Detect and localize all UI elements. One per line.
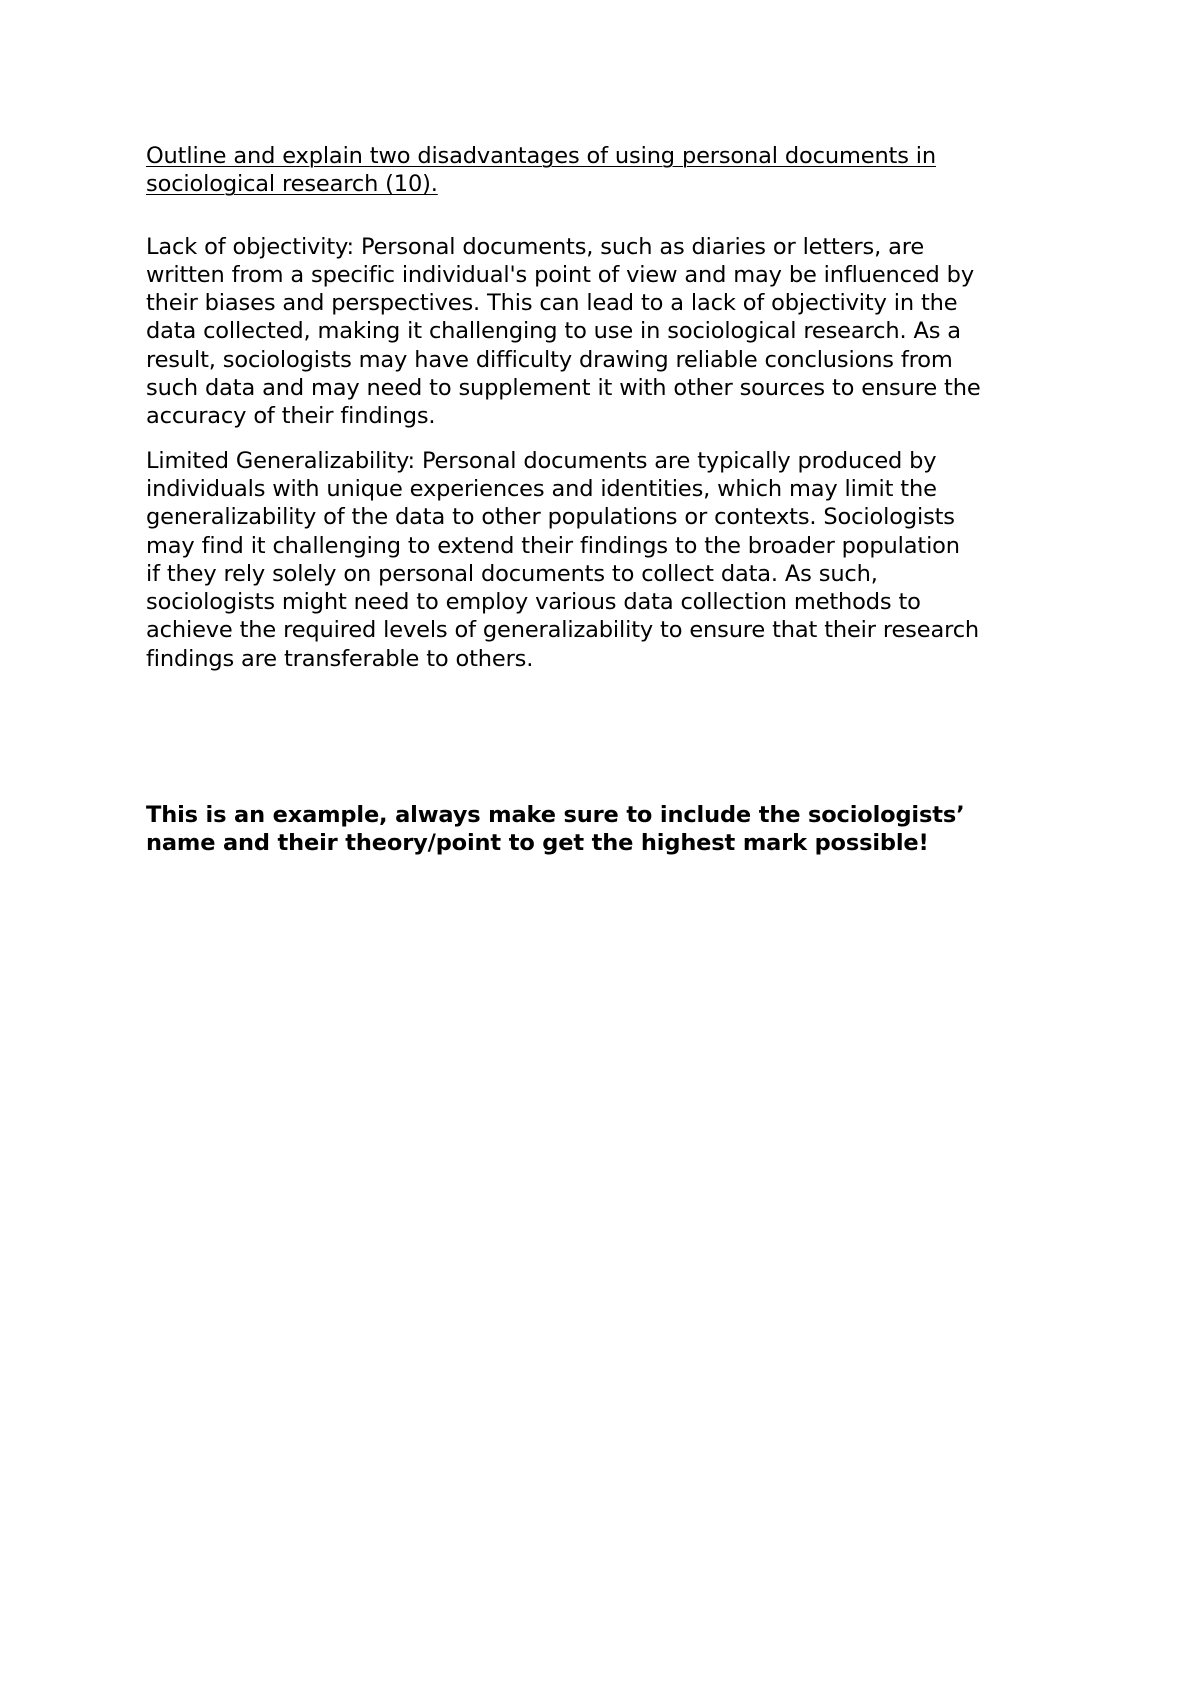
paragraph-line: their biases and perspectives. This can lead to a lack of objectivity in the bbox=[146, 290, 958, 317]
paragraph-line: Limited Generalizability: Personal documents are typically produced by bbox=[146, 447, 937, 474]
paragraph-line: result, sociologists may have difficulty drawing reliable conclusions from bbox=[146, 346, 953, 373]
paragraph-line: generalizability of the data to other populations or contexts. Sociologists bbox=[146, 504, 955, 531]
paragraph-line: achieve the required levels of generalizability to ensure that their research bbox=[146, 617, 980, 644]
paragraph-lack-of-objectivity bbox=[146, 233, 1086, 431]
paragraph-line: individuals with unique experiences and identities, which may limit the bbox=[146, 475, 937, 502]
title-line: Outline and explain two disadvantages of using personal documents in bbox=[146, 143, 937, 169]
paragraph-line: may find it challenging to extend their findings to the broader population bbox=[146, 532, 960, 559]
question-title bbox=[146, 142, 1086, 199]
paragraph-line: Lack of objectivity: Personal documents, such as diaries or letters, are bbox=[146, 233, 925, 260]
document-body bbox=[146, 142, 1086, 858]
title-line: sociological research (10). bbox=[146, 171, 438, 198]
paragraph-line: data collected, making it challenging to use in sociological research. As a bbox=[146, 318, 961, 345]
note-line: This is an example, always make sure to include the sociologists’ bbox=[146, 802, 965, 829]
paragraph-limited-generalizability bbox=[146, 447, 1086, 673]
paragraph-line: sociologists might need to employ various data collection methods to bbox=[146, 589, 921, 616]
paragraph-line: such data and may need to supplement it with other sources to ensure the bbox=[146, 375, 981, 402]
note-line: name and their theory/point to get the highest mark possible! bbox=[146, 830, 929, 857]
paragraph-line: written from a specific individual's point of view and may be influenced by bbox=[146, 261, 974, 288]
example-note bbox=[146, 801, 1086, 858]
paragraph-line: if they rely solely on personal documents to collect data. As such, bbox=[146, 560, 878, 587]
paragraph-line: accuracy of their findings. bbox=[146, 403, 436, 430]
paragraph-line: findings are transferable to others. bbox=[146, 645, 534, 672]
